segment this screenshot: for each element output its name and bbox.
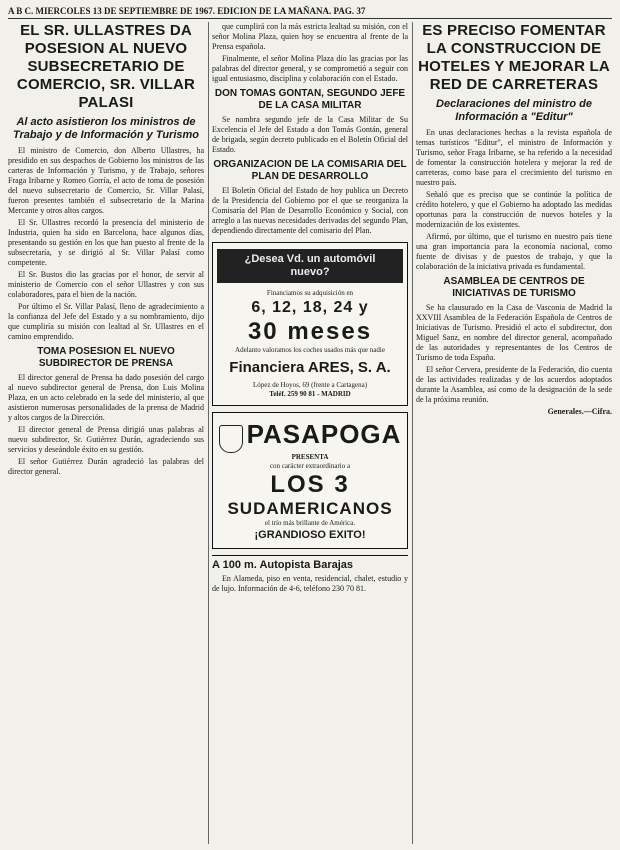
paragraph: El Boletín Oficial del Estado de hoy publica un Decreto de la Presidencia del Gobierno por el que se reorganiza la Comisaría del Plan de Desarrollo Económico y Social, con arreglo a las nuevas necesidades derivadas del segundo Plan, dependiendo directamente del comisario del Plan.	[212, 186, 408, 235]
crest-icon	[219, 425, 243, 453]
ad-text: Financiamos su adquisición en	[266, 289, 354, 297]
header-left: A B C. MIERCOLES 13 DE SEPTIEMBRE DE 1967. EDICION DE LA MAÑANA. PAG. 37	[8, 6, 366, 16]
ad-text: Adelanto valoramos los coches usados más que nadie	[235, 346, 385, 354]
column-rule	[412, 22, 413, 844]
ad-brand: Financiera ARES, S. A.	[229, 359, 391, 376]
column-3	[416, 22, 612, 844]
column-1	[8, 22, 204, 844]
subhead-plan-desarrollo: ORGANIZACION DE LA COMISARIA DEL PLAN DE DESARROLLO	[213, 159, 407, 182]
ad-phone: Teléf. 259 90 81 - MADRID	[269, 390, 351, 398]
ad-sudamericanos: SUDAMERICANOS	[227, 499, 393, 519]
paragraph: Señaló que es preciso que se continúe la política de crédito hotelero, y que el Gobierno ha adoptado las medidas oportunas para la construcción de nuevos hoteles y la modernización de los existentes.	[416, 190, 612, 229]
column-rule	[208, 22, 209, 844]
subhead-prensa: TOMA POSESION EL NUEVO SUBDIRECTOR DE PRENSA	[37, 346, 175, 369]
ad-exito: ¡GRANDIOSO EXITO!	[254, 529, 366, 542]
paragraph: Se nombra segundo jefe de la Casa Militar de Su Excelencia el Jefe del Estado a don Tomás Gontán, general de brigada, según decreto publicado en el Boletín Oficial del Estado.	[212, 115, 408, 154]
paragraph: Afirmó, por último, que el turismo en nuestro país tiene una gran importancia para la economía nacional, como fuente de divisas y de puestos de trabajo, y que la colaboración de la iniciativa privada es fundamental.	[416, 232, 612, 271]
ad-address: López de Hoyos, 69 (frente a Cartagena)	[252, 381, 368, 389]
subhead-asamblea: ASAMBLEA DE CENTROS DE INICIATIVAS DE TURISMO	[443, 276, 585, 299]
ad-presenta: PRESENTA	[291, 453, 329, 462]
paragraph: El director general de Prensa dirigió unas palabras al nuevo subdirector, Sr. Gutiérrez Durán, agradeciendo sus servicios y deseándole éxito en su gestión.	[8, 425, 204, 454]
headline-hoteles: ES PRECISO FOMENTAR LA CONSTRUCCION DE HOTELES Y MEJORAR LA RED DE CARRETERAS	[418, 22, 610, 93]
headline-ullastres: EL SR. ULLASTRES DA POSESION AL NUEVO SUBSECRETARIO DE COMERCIO, SR. VILLAR PALASI	[16, 22, 196, 111]
ad-financiera-ares	[212, 242, 408, 406]
paragraph: Finalmente, el señor Molina Plaza dio las gracias por las palabras del director general, y se comprometió a seguir con igual entusiasmo, disciplina y colaboración con el Estado.	[212, 54, 408, 83]
paragraph: En unas declaraciones hechas a la revista española de temas turísticos "Editur", el ministro de Información y Turismo, señor Fraga Iribarne, se ha referido a la necesidad de fomentar la construcción hotelera y mejorar la red de carreteras, como base para el crecimiento del turismo en nuestro país.	[416, 128, 612, 187]
ad-autopista-title: A 100 m. Autopista Barajas	[212, 555, 408, 572]
paragraph: El Sr. Ullastres recordó la presencia del ministerio de Industria, quien ha sido en Barcelona, hace algunos días, presentando su gestión en los que han puesto al frente de la subsecretaría, y se dirigió al Sr. Villar Palasí como competente.	[8, 218, 204, 267]
signature: Generales.—Cifra.	[547, 407, 612, 416]
paragraph: que cumplirá con la más estricta lealtad su misión, con el señor Molina Plaza, quien hoy se encuentra al frente de la Prensa española.	[212, 22, 408, 51]
paragraph: El señor Gutiérrez Durán agradeció las palabras del director general.	[8, 457, 204, 476]
column-2	[212, 22, 408, 844]
ad-text: el trío más brillante de América.	[264, 519, 356, 528]
ad-pasapoga	[212, 412, 408, 549]
paragraph: El señor Cervera, presidente de la Federación, dio cuenta de las actividades realizadas y de los acuerdos adoptados durante la Asamblea, así como de la designación de la sede de la próxima reunión.	[416, 365, 612, 404]
ad-banner: ¿Desea Vd. un automóvil nuevo?	[217, 249, 403, 283]
paragraph: Por último el Sr. Villar Palasí, lleno de agradecimiento a la confianza del Jefe del Estado y a su nombramiento, dijo que cumpliría su misión con lealtad al Sr. Ullastres en el camino emprendido.	[8, 302, 204, 341]
page-header	[8, 4, 612, 19]
paragraph: El Sr. Bustos dio las gracias por el honor, de servir al ministerio de Comercio con el señor Ullastres y con sus colaboradores, para el bien de la nación.	[8, 270, 204, 299]
ad-text: con carácter extraordinario a	[269, 462, 351, 471]
ad-autopista-text: En Alameda, piso en venta, residencial, chalet, estudio y de lujo. Información de 4-6, teléfono 230 70 81.	[212, 574, 408, 594]
ad-30-meses: 30 meses	[247, 318, 373, 345]
ad-los-3: LOS 3	[270, 471, 350, 499]
subhead-editur: Declaraciones del ministro de Información a "Editur"	[436, 98, 592, 123]
paragraph: El ministro de Comercio, don Alberto Ullastres, ha presidido en sus despachos de Gobierno los ministros de las carteras de Información y Turismo, y de Trabajo, señores Fraga Iribarne y Romeo Gorría, el acto de toma de posesión del nuevo subsecretario de Comercio, Sr. Villar Palasí, fueron presentes también el subsecretario de la Marina Mercante y otros altos cargos.	[8, 146, 204, 215]
subhead-ullastres: Al acto asistieron los ministros de Trabajo y de Información y Turismo	[12, 116, 200, 141]
pasapoga-title: PASAPOGA	[246, 419, 402, 449]
paragraph: El director general de Prensa ha dado posesión del cargo al nuevo subdirector general de Prensa, don Luis Molina Plaza, en un acto celebrado en la sede del ministerio, al que asistieron numerosas personalidades de la prensa de Madrid y altos cargos de la Dirección.	[8, 373, 204, 422]
subhead-gontan: DON TOMAS GONTAN, SEGUNDO JEFE DE LA CASA MILITAR	[214, 88, 406, 111]
paragraph: Se ha clausurado en la Casa de Vasconia de Madrid la XXVIII Asamblea de la Federación Española de Centros de Iniciativas de Turismo. Presidió el acto el subdirector, don Miguel Sanz, en nombre del director general, acompañado de las autoridades y representantes de los Centros de Turismo de toda España.	[416, 303, 612, 362]
ad-months: 6, 12, 18, 24 y	[251, 299, 369, 316]
